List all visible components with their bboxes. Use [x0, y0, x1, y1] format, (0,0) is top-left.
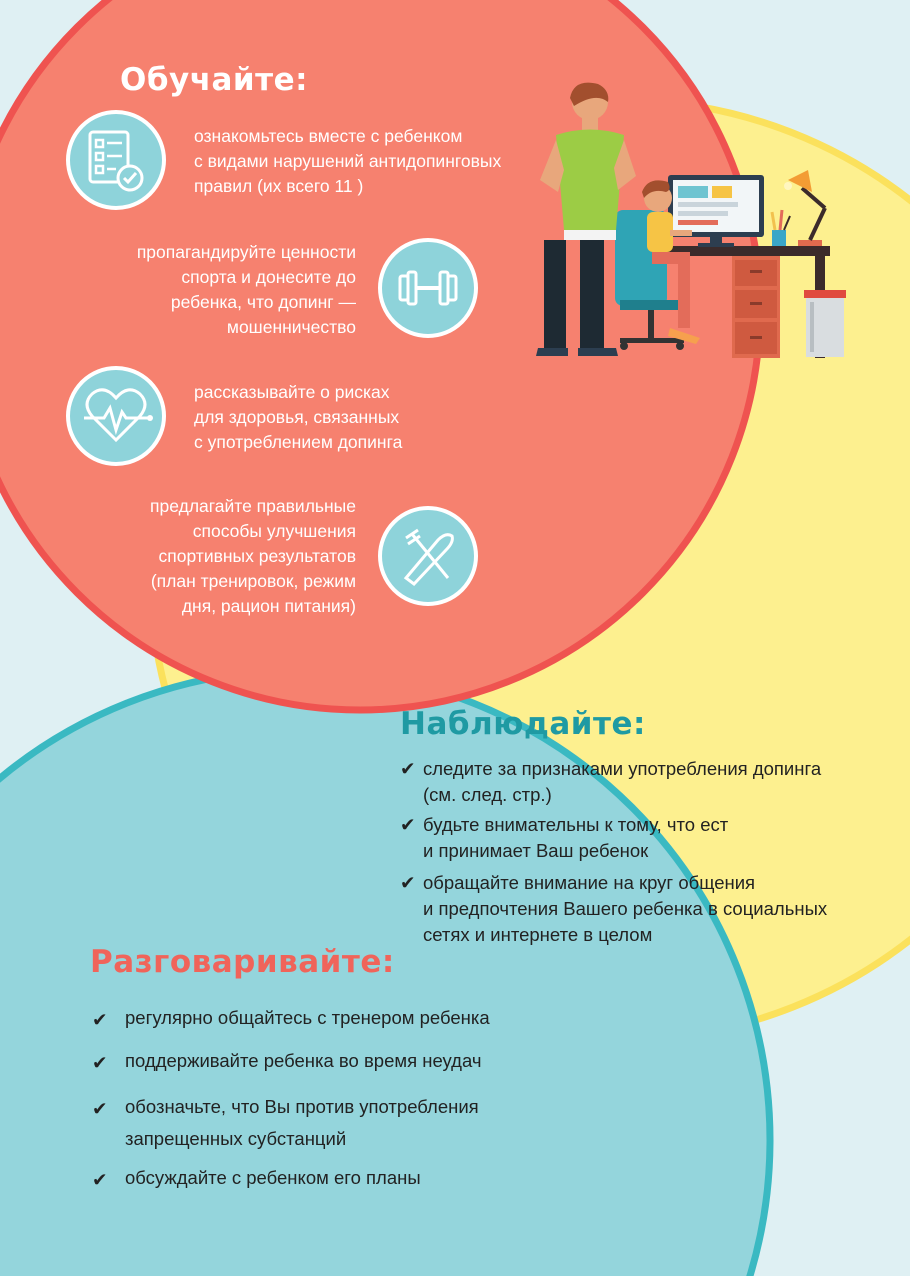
fork-knife-icon [378, 506, 478, 606]
check-icon: ✔ [92, 1169, 108, 1190]
educate-item-4-text: предлагайте правильные способы улучшения спортивных результатов (план тренировок, режим дня, рацион питания) [150, 496, 356, 616]
dumbbell-icon [378, 238, 478, 338]
educate-heading: Обучайте: [120, 62, 309, 98]
educate-item-2-text: пропагандируйте ценности спорта и донесите до ребенка, что допинг — мошенничество [136, 242, 356, 337]
parent-child-computer-illustration [520, 80, 850, 370]
check-icon: ✔ [400, 872, 416, 893]
check-icon: ✔ [400, 758, 416, 779]
observe-heading: Наблюдайте: [400, 706, 646, 742]
educate-item-3-text: рассказывайте о рисках для здоровья, связанных с употреблением допинга [194, 382, 403, 452]
checklist-icon [66, 110, 166, 210]
check-icon: ✔ [92, 1098, 108, 1119]
talk-heading: Разговаривайте: [90, 944, 395, 980]
heart-pulse-icon [66, 366, 166, 466]
check-icon: ✔ [92, 1009, 108, 1030]
check-icon: ✔ [400, 814, 416, 835]
educate-item-1-text: ознакомьтесь вместе с ребенком с видами нарушений антидопинговых правил (их всего 11 ) [194, 126, 502, 196]
check-icon: ✔ [92, 1052, 108, 1073]
